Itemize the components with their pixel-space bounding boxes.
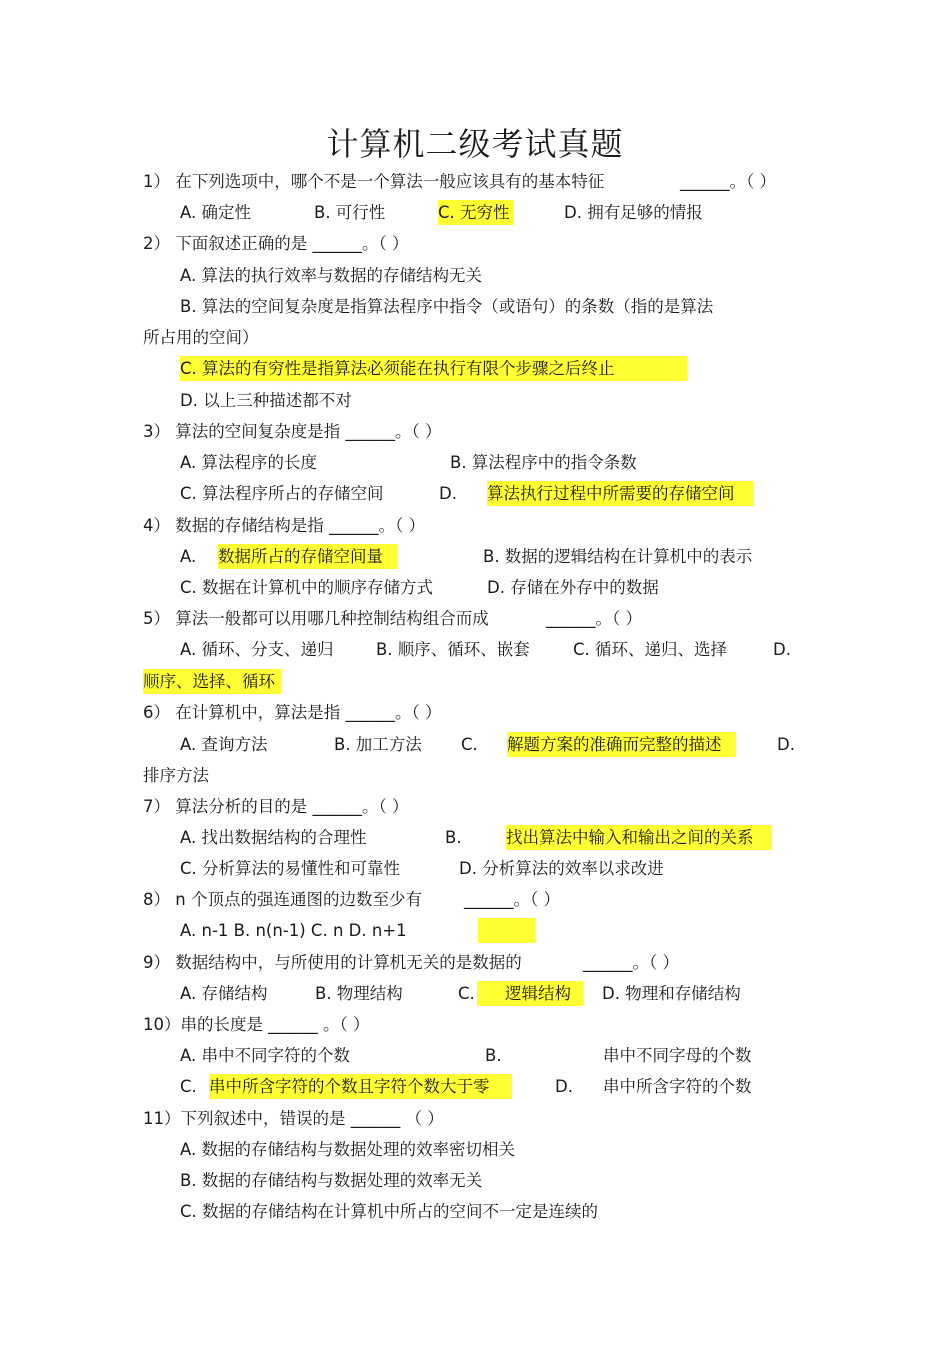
question-9-options [180, 978, 800, 1009]
question-8-options [180, 915, 800, 946]
question-2-option-d: D. 以上三种描述都不对 [180, 391, 352, 410]
question-6-option-a: A. 查询方法 [180, 735, 268, 754]
question-8-empty-highlight [478, 918, 535, 943]
question-3-option-d-label: D. [439, 484, 457, 503]
question-5-option-d-label: D. [773, 640, 791, 659]
question-9-stem [143, 947, 803, 978]
question-2-option-c-line [180, 353, 700, 384]
question-3-option-a: A. 算法程序的长度 [180, 453, 317, 472]
question-5-option-a: A. 循环、分支、递归 [180, 640, 334, 659]
question-5-text: 5） 算法一般都可以用哪几种控制结构组合而成 [143, 609, 489, 628]
question-2-option-c-highlighted: C. 算法的有穷性是指算法必须能在执行有限个步骤之后终止 [180, 359, 615, 378]
question-9-option-c-label: C. [458, 984, 475, 1003]
question-1-options [180, 197, 800, 228]
question-7-option-a: A. 找出数据结构的合理性 [180, 828, 367, 847]
question-3-options-ab [180, 447, 800, 478]
question-10-option-b-label: B. [485, 1046, 502, 1065]
question-11-option-c: C. 数据的存储结构在计算机中所占的空间不一定是连续的 [180, 1202, 599, 1221]
question-8-option-list: A. n-1 B. n(n-1) C. n D. n+1 [180, 921, 407, 940]
question-5-option-c: C. 循环、递归、选择 [573, 640, 728, 659]
question-1-option-d: D. 拥有足够的情报 [564, 203, 703, 222]
question-5-blank: ______。（ ） [546, 609, 642, 628]
question-6-options [180, 729, 805, 760]
question-4-option-a-label: A. [180, 547, 197, 566]
question-4-options-ab [180, 541, 800, 572]
question-7-stem: 7） 算法分析的目的是 ______。（ ） [143, 797, 409, 816]
question-6-option-b: B. 加工方法 [334, 735, 422, 754]
question-7-option-c: C. 分析算法的易懂性和可靠性 [180, 859, 401, 878]
question-5-options [180, 634, 800, 665]
question-2-option-b-line2: 所占用的空间） [143, 328, 259, 347]
question-5-option-d-highlighted: 顺序、选择、循环 [143, 669, 281, 694]
question-9-option-b: B. 物理结构 [315, 984, 403, 1003]
question-11-stem: 11）下列叙述中，错误的是 ______ （ ） [143, 1109, 444, 1128]
question-10-option-d: 串中所含字符的个数 [603, 1077, 752, 1096]
question-2-stem: 2） 下面叙述正确的是 ______。（ ） [143, 234, 409, 253]
question-3-stem: 3） 算法的空间复杂度是指 ______。（ ） [143, 422, 442, 441]
question-11-option-b: B. 数据的存储结构与数据处理的效率无关 [180, 1171, 483, 1190]
question-9-option-d: D. 物理和存储结构 [602, 984, 741, 1003]
question-1-option-a: A. 确定性 [180, 203, 251, 222]
question-10-options-ab [180, 1040, 800, 1071]
question-7-option-b-highlighted: 找出算法中输入和输出之间的关系 [506, 825, 772, 850]
question-8-text: 8） n 个顶点的强连通图的边数至少有 [143, 890, 422, 909]
question-5-option-b: B. 顺序、循环、嵌套 [376, 640, 530, 659]
question-9-option-c-highlighted: 逻辑结构 [505, 984, 571, 1003]
question-10-option-c-highlighted: 串中所含字符的个数且字符个数大于零 [209, 1074, 512, 1099]
question-4-option-a-highlighted: 数据所占的存储空间量 [218, 544, 397, 569]
question-4-option-b: B. 数据的逻辑结构在计算机中的表示 [483, 547, 753, 566]
question-10-option-a: A. 串中不同字符的个数 [180, 1046, 350, 1065]
question-11-option-a: A. 数据的存储结构与数据处理的效率密切相关 [180, 1140, 515, 1159]
question-5-stem [143, 603, 803, 634]
question-3-option-b: B. 算法程序中的指令条数 [450, 453, 637, 472]
question-3-option-c: C. 算法程序所占的存储空间 [180, 484, 384, 503]
question-4-options-cd [180, 572, 800, 603]
question-7-option-d: D. 分析算法的效率以求改进 [459, 859, 664, 878]
question-10-option-c-label: C. [180, 1077, 197, 1096]
question-1-stem [143, 166, 803, 197]
question-1-blank: ______。（ ） [680, 172, 776, 191]
question-7-options-cd [180, 853, 800, 884]
question-3-option-d-highlighted: 算法执行过程中所需要的存储空间 [487, 481, 753, 506]
question-10-options-cd [180, 1071, 800, 1102]
question-4-option-d: D. 存储在外存中的数据 [487, 578, 659, 597]
question-6-option-d-label: D. [777, 735, 795, 754]
question-1-option-b: B. 可行性 [314, 203, 386, 222]
question-6-option-d: 排序方法 [143, 766, 209, 785]
question-10-option-d-label: D. [555, 1077, 573, 1096]
question-5-option-d-line [143, 666, 443, 697]
question-1-option-c-highlighted: C. 无穷性 [438, 200, 514, 225]
question-9-blank: ______。（ ） [583, 953, 679, 972]
question-2-option-b-line1: B. 算法的空间复杂度是指算法程序中指令（或语句）的条数（指的是算法 [180, 297, 714, 316]
question-4-option-c: C. 数据在计算机中的顺序存储方式 [180, 578, 434, 597]
question-1-text: 1） 在下列选项中，哪个不是一个算法一般应该具有的基本特征 [143, 172, 605, 191]
question-10-stem: 10）串的长度是 ______ 。（ ） [143, 1015, 370, 1034]
question-10-option-b: 串中不同字母的个数 [603, 1046, 752, 1065]
page-title: 计算机二级考试真题 [326, 125, 624, 163]
question-3-options-cd [180, 478, 800, 509]
question-6-option-c-label: C. [461, 735, 478, 754]
question-9-option-a: A. 存储结构 [180, 984, 268, 1003]
question-2-option-a: A. 算法的执行效率与数据的存储结构无关 [180, 266, 482, 285]
question-9-text: 9） 数据结构中，与所使用的计算机无关的是数据的 [143, 953, 522, 972]
question-7-option-b-label: B. [445, 828, 462, 847]
question-6-stem: 6） 在计算机中，算法是指 ______。（ ） [143, 703, 442, 722]
question-7-options-ab [180, 822, 800, 853]
question-8-stem [143, 884, 803, 915]
question-4-stem: 4） 数据的存储结构是指 ______。（ ） [143, 516, 425, 535]
question-8-blank: ______。（ ） [464, 890, 560, 909]
question-6-option-c-highlighted: 解题方案的准确而完整的描述 [507, 732, 736, 757]
